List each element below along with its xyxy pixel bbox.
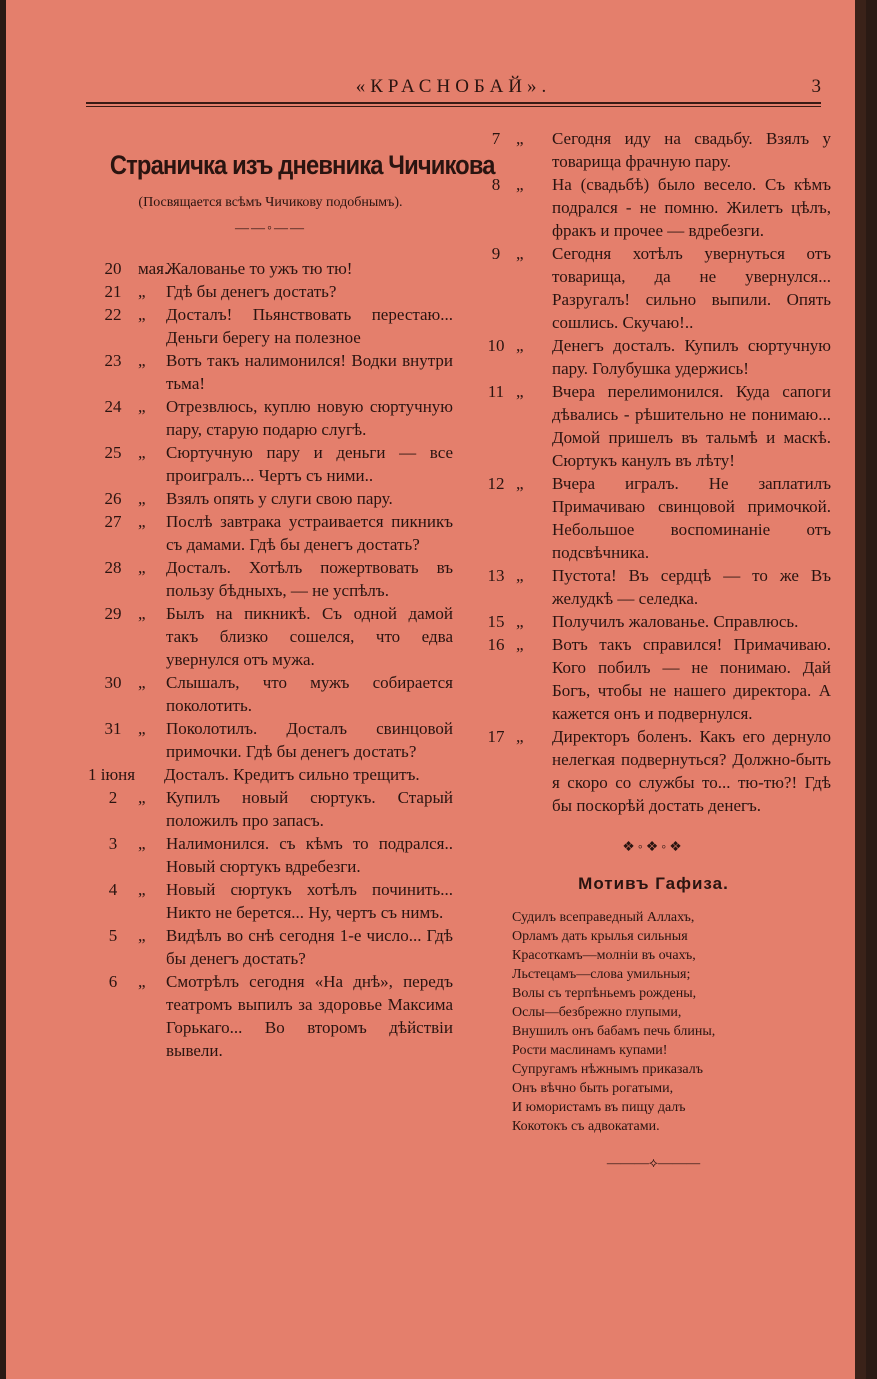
entry-text: Пустота! Въ сердцѣ — то же Въ желудкѣ — селедка. (552, 566, 831, 608)
entry-date: 15 (487, 612, 505, 631)
entry-text: Вотъ такъ справился! Примачиваю. Кого побилъ — не понимаю. Дай Богъ, чтобы не нашего директора. А кажется онъ и подвернулся. (552, 635, 831, 723)
entry-ditto-mark: „ (516, 612, 524, 631)
entry-text: Досталъ! Пьянствовать перестаю... Деньги берегу на полезное (166, 305, 453, 347)
entry-text: Поколотилъ. Досталъ свинцовой примочки. Гдѣ бы денегъ достать? (166, 719, 453, 761)
entry-ditto-mark: „ (138, 489, 146, 508)
entry-date: 13 (487, 566, 505, 585)
entry-date: 8 (491, 175, 501, 194)
page-edge-strip (855, 0, 866, 1379)
diary-entry (88, 970, 453, 1062)
entry-date: 26 (104, 489, 122, 508)
entry-text: Сегодня иду на свадьбу. Взялъ у товарища фрачную пару. (552, 129, 831, 171)
entry-text: Былъ на пикникѣ. Съ одной дамой такъ близко сошелся, что едва увернулся отъ мужа. (166, 604, 453, 669)
entry-ditto-mark: „ (516, 244, 524, 263)
entry-ditto-mark: „ (138, 397, 146, 416)
diary-entry (88, 257, 453, 280)
entry-date: 22 (104, 305, 122, 324)
entry-date: 10 (487, 336, 505, 355)
diary-entry (476, 564, 831, 610)
entry-text: Сюртучную пару и деньги — все проигралъ... Чертъ съ ними.. (166, 443, 453, 485)
diary-entry (88, 441, 453, 487)
entry-text: Вчера перелимонился. Куда сапоги дѣвались - рѣшительно не понимаю... Домой пришелъ въ тальмѣ и маскѣ. Сюртукъ канулъ въ лѣту! (552, 382, 831, 470)
diary-entry (88, 510, 453, 556)
poem-line: Рости маслинамъ купами! (512, 1043, 668, 1058)
diary-entries-left (88, 257, 453, 1062)
entry-date: 30 (104, 673, 122, 692)
entry-text: Слышалъ, что мужъ собирается поколотить. (166, 673, 453, 715)
entry-date: 23 (104, 351, 122, 370)
entry-ditto-mark: „ (138, 282, 146, 301)
entry-ditto-mark: „ (138, 673, 146, 692)
entry-text: Директоръ боленъ. Какъ его дернуло нелегкая подвернуться? Должно-быть я скоро со службы то... тю-тю?! Гдѣ бы поскорѣй достать денегъ. (552, 727, 831, 815)
entry-ditto-mark: „ (138, 972, 146, 991)
poem-line: Супругамъ нѣжнымъ приказалъ (512, 1062, 703, 1077)
entry-text: Отрезвлюсь, куплю новую сюртучную пару, старую подарю слугѣ. (166, 397, 453, 439)
entry-date: 11 (487, 382, 505, 401)
entry-date: 29 (104, 604, 122, 623)
entry-date: 1 iюня (88, 765, 136, 784)
entry-date: 2 (108, 788, 118, 807)
entry-text: Вчера игралъ. Не заплатилъ Примачиваю свинцовой примочкой. Небольшое воспоминанiе отъ подсвѣчника. (552, 474, 831, 562)
diary-entry (476, 610, 831, 633)
title-ornament: ——◦—— (235, 221, 306, 236)
entry-date: 25 (104, 443, 122, 462)
diary-entry (476, 633, 831, 725)
diary-entry (88, 395, 453, 441)
diary-entry (476, 173, 831, 242)
poem-body (512, 908, 831, 1136)
entry-ditto-mark: „ (138, 926, 146, 945)
diary-entry (476, 472, 831, 564)
poem-line: Льстецамъ—слова умильныя; (512, 967, 691, 982)
entry-ditto-mark: „ (516, 382, 524, 401)
poem-line: Онъ вѣчно быть рогатыми, (512, 1081, 674, 1096)
diary-entry (88, 924, 453, 970)
diary-entry (88, 763, 453, 786)
right-column (476, 127, 831, 1172)
diary-entry (476, 725, 831, 817)
entry-ditto-mark: мая. (138, 259, 169, 278)
entry-text: Взялъ опять у слуги свою пару. (166, 489, 393, 508)
left-column (88, 150, 495, 1062)
newspaper-page (6, 0, 866, 1379)
entry-date: 31 (104, 719, 122, 738)
entry-text: Досталъ. Хотѣлъ пожертвовать въ пользу бѣдныхъ, — не успѣлъ. (166, 558, 453, 600)
entry-date: 9 (491, 244, 501, 263)
entry-date: 4 (108, 880, 118, 899)
entry-date: 27 (104, 512, 122, 531)
entry-ditto-mark: „ (516, 474, 524, 493)
entry-ditto-mark: „ (138, 880, 146, 899)
entry-ditto-mark: „ (138, 604, 146, 623)
diary-entries-right (476, 127, 831, 817)
diary-entry (88, 717, 453, 763)
entry-ditto-mark: „ (516, 635, 524, 654)
entry-text: Новый сюртукъ хотѣлъ починить... Никто не берется... Ну, чертъ съ нимъ. (166, 880, 453, 922)
end-ornament: ———⟡——— (606, 1156, 701, 1171)
poem-line: Судилъ всеправедный Аллахъ, (512, 910, 695, 925)
entry-text: Денегъ досталъ. Купилъ сюртучную пару. Голубушка удержись! (552, 336, 831, 378)
diary-entry (476, 242, 831, 334)
entry-text: Жалованье то ужъ тю тю! (166, 259, 353, 278)
entry-text: Видѣлъ во снѣ сегодня 1-е число... Гдѣ бы денегъ достать? (166, 926, 453, 968)
poem-line: Внушилъ онъ бабамъ печь блины, (512, 1024, 716, 1039)
entry-text: На (свадьбѣ) было весело. Съ кѣмъ подрался - не помню. Жилетъ цѣлъ, фракъ и прочее — вдребезги. (552, 175, 831, 240)
entry-date: 17 (487, 727, 505, 746)
diary-entry (88, 280, 453, 303)
entry-date: 20 (104, 259, 122, 278)
poem-ornament: ❖◦❖◦❖ (622, 840, 685, 855)
page-number: 3 (811, 76, 821, 97)
diary-entry (476, 380, 831, 472)
entry-text: Сегодня хотѣлъ увернуться отъ товарища, да не увернулся... Разругалъ! сильно выпили. Опять сошлись. Скучаю!.. (552, 244, 831, 332)
entry-text: Смотрѣлъ сегодня «На днѣ», передъ театромъ выпилъ за здоровье Максима Горькаго... Во второмъ дѣйствiи вывели. (166, 972, 453, 1060)
diary-entry (88, 671, 453, 717)
poem-line: И юмористамъ въ пищу далъ (512, 1100, 686, 1115)
masthead: «КРАСНОБАЙ». (355, 76, 552, 97)
entry-text: Досталъ. Кредитъ сильно трещитъ. (164, 765, 420, 784)
entry-text: Вотъ такъ налимонился! Водки внутри тьма! (166, 351, 453, 393)
diary-entry (476, 127, 831, 173)
diary-entry (88, 832, 453, 878)
entry-date: 16 (487, 635, 505, 654)
entry-text: Получилъ жалованье. Справлюсь. (552, 612, 799, 631)
entry-text: Послѣ завтрака устраивается пикникъ съ дамами. Гдѣ бы денегъ достать? (166, 512, 453, 554)
header-rule (86, 102, 821, 104)
entry-ditto-mark: „ (138, 834, 146, 853)
entry-date: 21 (104, 282, 122, 301)
poem-line: Красоткамъ—молнiи въ очахъ, (512, 948, 696, 963)
entry-date: 12 (487, 474, 505, 493)
poem-line: Волы съ терпѣньемъ рождены, (512, 986, 697, 1001)
entry-ditto-mark: „ (138, 512, 146, 531)
poem-title: Мотивъ Гафиза. (578, 874, 729, 893)
entry-date: 5 (108, 926, 118, 945)
entry-ditto-mark: „ (138, 305, 146, 324)
entry-text: Налимонился. съ кѣмъ то подрался.. Новый сюртукъ вдребезги. (166, 834, 453, 876)
entry-ditto-mark: „ (516, 129, 524, 148)
entry-ditto-mark: „ (516, 175, 524, 194)
entry-text: Купилъ новый сюртукъ. Старый положилъ про запасъ. (166, 788, 453, 830)
diary-entry (88, 349, 453, 395)
entry-date: 24 (104, 397, 122, 416)
entry-ditto-mark: „ (138, 351, 146, 370)
entry-date: 6 (108, 972, 118, 991)
poem-line: Ослы—безбрежно глупыми, (512, 1005, 682, 1020)
diary-entry (88, 487, 453, 510)
poem-line: Кокотокъ съ адвокатами. (512, 1119, 660, 1134)
entry-text: Гдѣ бы денегъ достать? (166, 282, 337, 301)
diary-entry (88, 878, 453, 924)
page-header (86, 74, 821, 108)
diary-entry (88, 602, 453, 671)
diary-entry (88, 786, 453, 832)
header-rule-thin (86, 106, 821, 107)
entry-date: 3 (108, 834, 118, 853)
entry-ditto-mark: „ (516, 336, 524, 355)
entry-ditto-mark: „ (138, 788, 146, 807)
entry-ditto-mark: „ (138, 719, 146, 738)
article-dedication: (Посвящается всѣмъ Чичикову подобнымъ). (138, 195, 403, 210)
entry-date: 7 (491, 129, 501, 148)
entry-ditto-mark: „ (138, 443, 146, 462)
article-title: Страничка изъ дневника Чичикова (109, 150, 495, 180)
diary-entry (88, 303, 453, 349)
entry-date: 28 (104, 558, 122, 577)
poem-line: Орламъ дать крылья сильныя (512, 929, 688, 944)
entry-ditto-mark: „ (516, 566, 524, 585)
entry-ditto-mark: „ (138, 558, 146, 577)
entry-ditto-mark: „ (516, 727, 524, 746)
diary-entry (88, 556, 453, 602)
diary-entry (476, 334, 831, 380)
